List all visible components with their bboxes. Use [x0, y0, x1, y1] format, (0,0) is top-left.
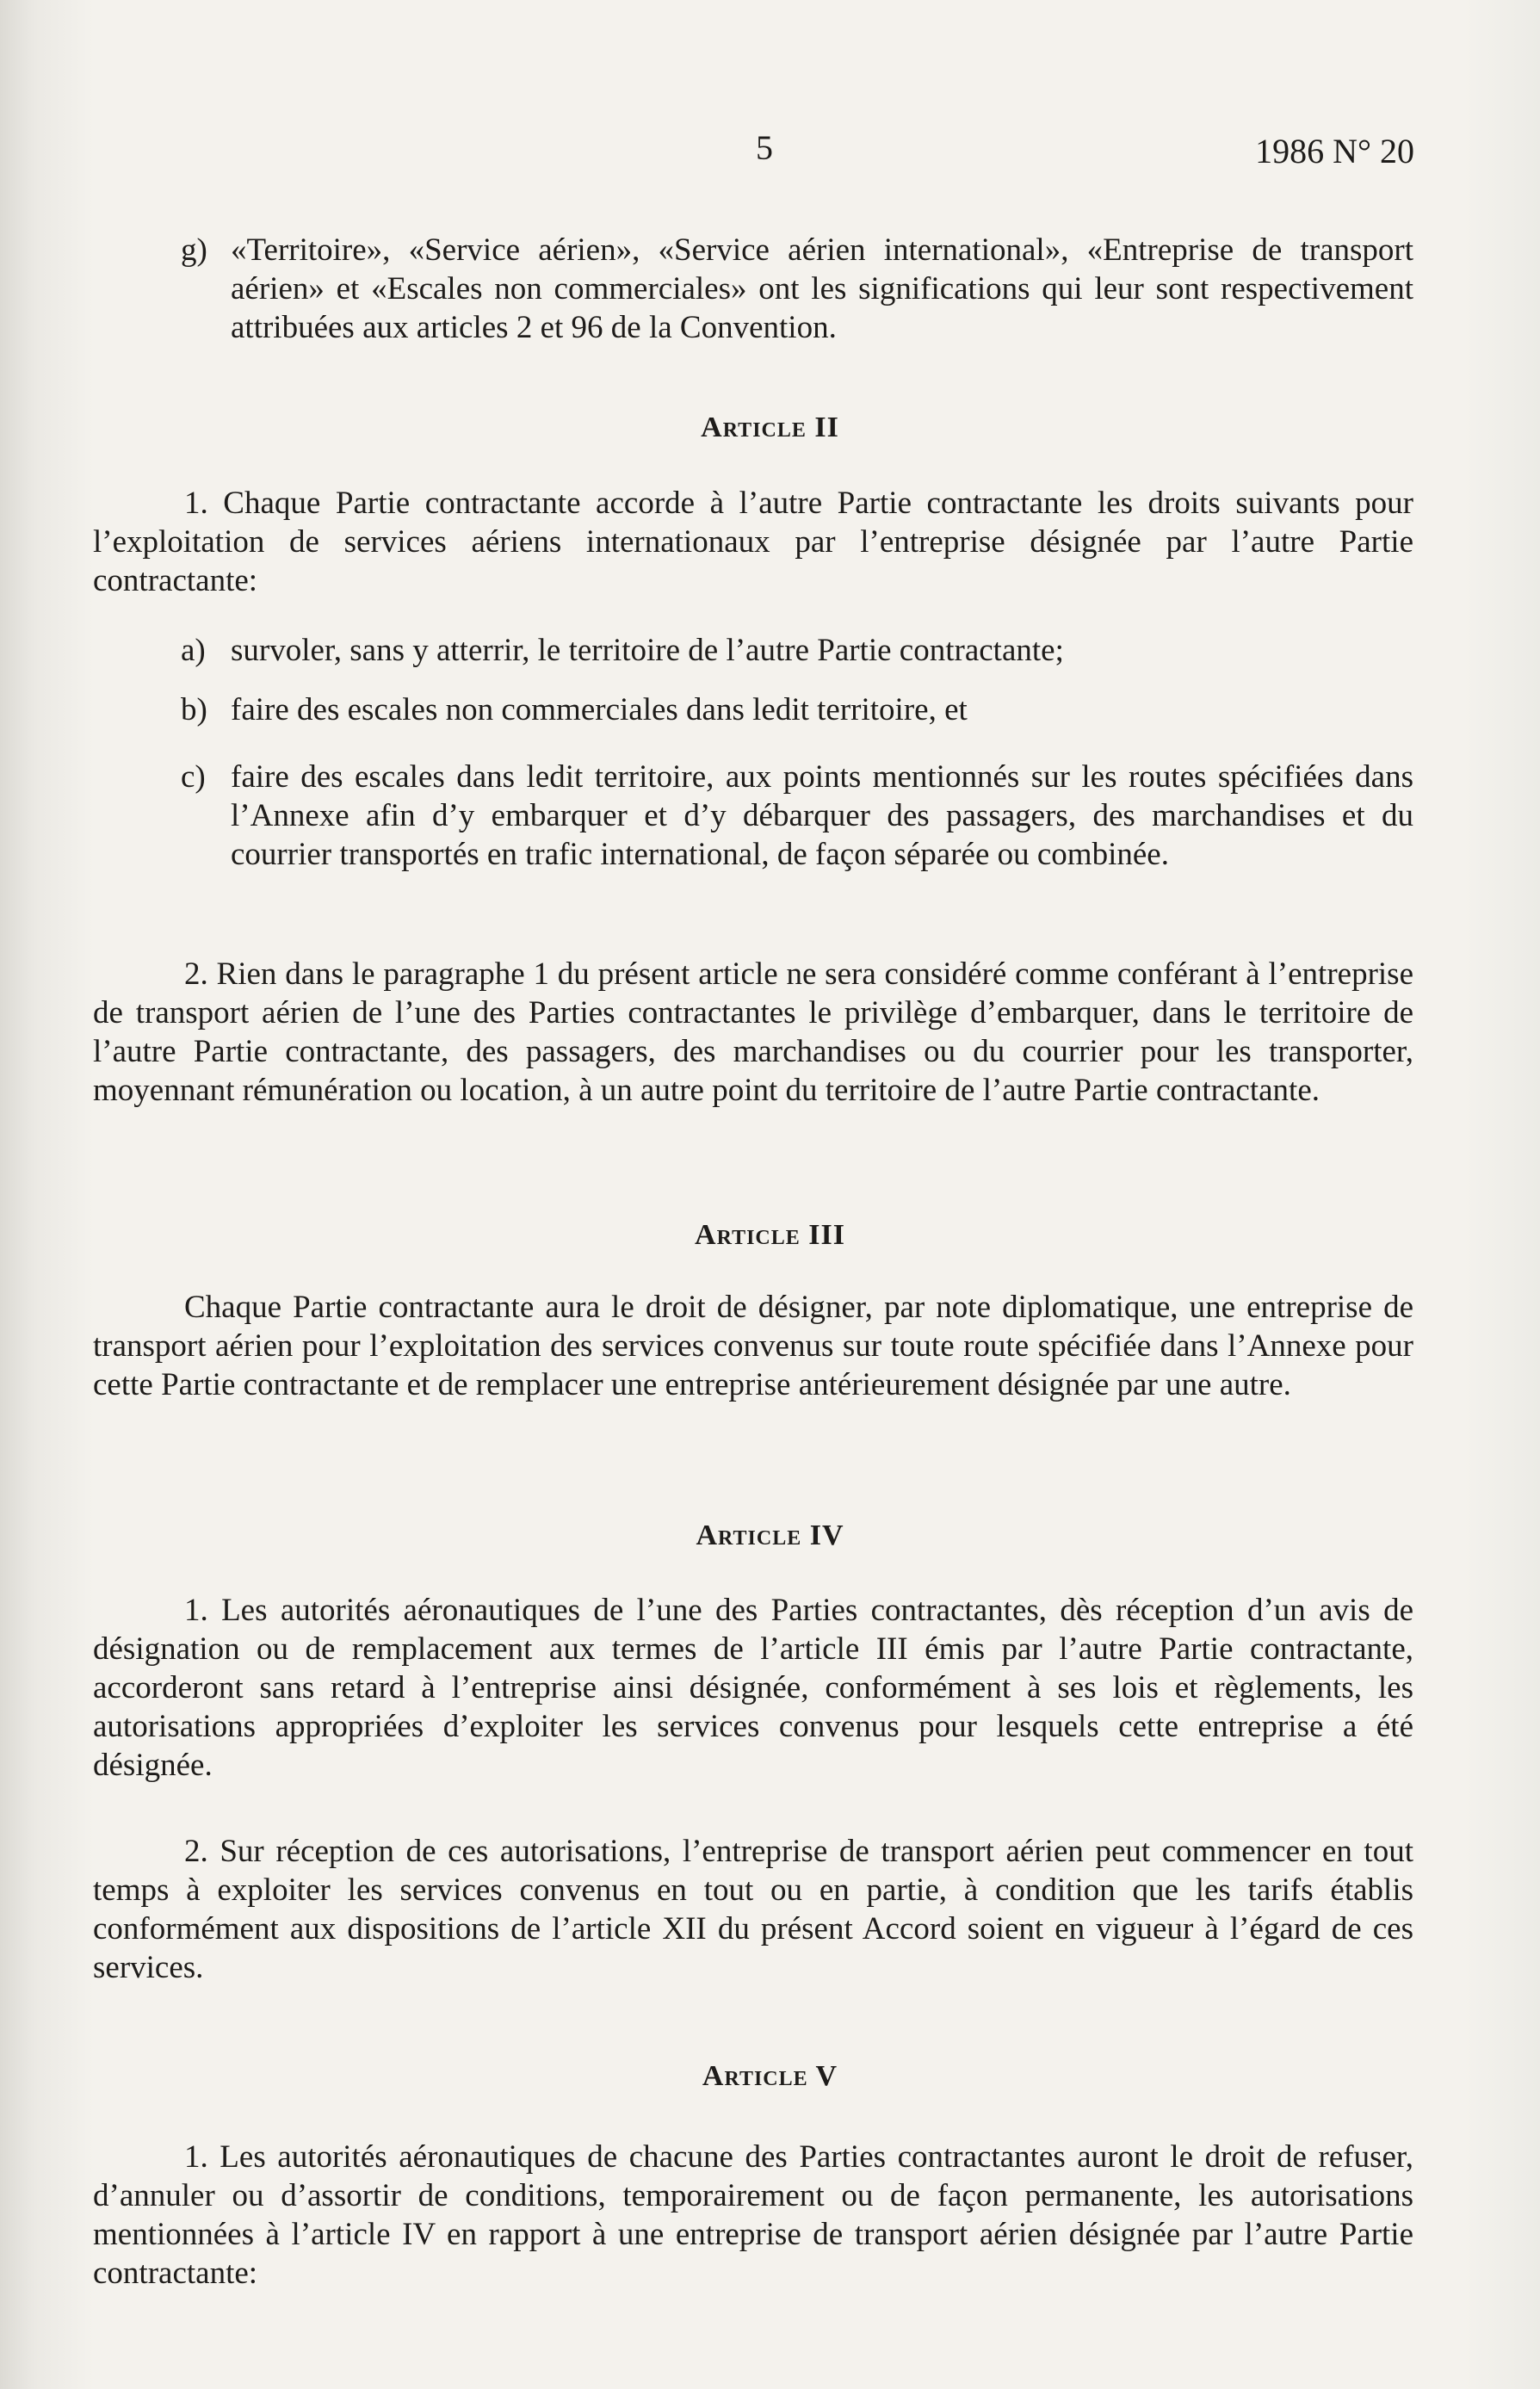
article-5-paragraph-1: 1. Les autorités aéronautiques de chacune des Parties contractantes auront le droit de refuser, d’annuler ou d’assortir de conditions, temporairement ou de façon permanente, les autorisations mentionnées à l’article IV en rapport à une entreprise de transport aérien désignée par l’autre Partie contractante: [93, 2139, 1413, 2291]
document-reference: 1986 N° 20 [1255, 132, 1414, 170]
page-header [0, 127, 1540, 179]
item-c-text: faire des escales dans ledit territoire, aux points mentionnés sur les routes spécifiées dans l’Annexe afin d’y embarquer et d’y débarquer des passagers, des marchandises et du courrier transportés en trafic international, de façon séparée ou combinée. [231, 759, 1413, 872]
item-a-label: a) [181, 633, 206, 668]
article-4-paragraph-1: 1. Les autorités aéronautiques de l’une des Parties contractantes, dès réception d’un avis de désignation ou de remplacement aux termes de l’article III émis par l’autre Partie contractante, accorderont sans retard à l’entreprise ainsi désignée, conformément à ses lois et règlements, les autorisations appropriées d’exploiter les services convenus pour lesquels cette entreprise a été désignée. [93, 1593, 1413, 1783]
article-3-heading: Article III [695, 1219, 845, 1251]
article-3-paragraph-1: Chaque Partie contractante aura le droit de désigner, par note diplomatique, une entreprise de transport aérien pour l’exploitation des services convenus sur toute route spécifiée dans l’Annexe pour cette Partie contractante et de remplacer une entreprise antérieurement désignée par une autre. [93, 1290, 1413, 1402]
article-2-item-b [181, 690, 1413, 729]
clause-g-label: g) [181, 232, 207, 268]
article-5-heading: Article V [702, 2060, 838, 2092]
item-b-label: b) [181, 692, 207, 727]
item-c-label: c) [181, 759, 206, 795]
item-b-text: faire des escales non commerciales dans ledit territoire, et [231, 692, 968, 727]
page-number: 5 [756, 128, 773, 167]
article-2-paragraph-1: 1. Chaque Partie contractante accorde à l’autre Partie contractante les droits suivants pour l’exploitation de services aériens internationaux par l’entreprise désignée par l’autre Partie contractante: [93, 486, 1413, 598]
article-4-heading: Article IV [696, 1519, 844, 1551]
article-2-item-a [181, 631, 1413, 670]
article-2-item-c [181, 758, 1413, 874]
item-a-text: survoler, sans y atterrir, le territoire de l’autre Partie contractante; [231, 633, 1064, 668]
article-2-heading: Article II [701, 412, 839, 443]
clause-g-text: «Territoire», «Service aérien», «Service aérien international», «Entreprise de transport aérien» et «Escales non commerciales» ont les significations qui leur sont respectivement attribuées aux articles 2 et 96 de la Convention. [231, 232, 1413, 345]
article-4-paragraph-2: 2. Sur réception de ces autorisations, l’entreprise de transport aérien peut commencer en tout temps à exploiter les services convenus en tout ou en partie, à condition que les tarifs établis conformément aux dispositions de l’article XII du présent Accord soient en vigueur à l’égard de ces services. [93, 1834, 1413, 1985]
clause-g [181, 231, 1413, 347]
article-2-paragraph-2: 2. Rien dans le paragraphe 1 du présent article ne sera considéré comme conférant à l’entreprise de transport aérien de l’une des Parties contractantes le privilège d’embarquer, dans le territoire de l’autre Partie contractante, des passagers, des marchandises ou du courrier pour les transporter, moyennant rémunération ou location, à un autre point du territoire de l’autre Partie contractante. [93, 956, 1413, 1108]
